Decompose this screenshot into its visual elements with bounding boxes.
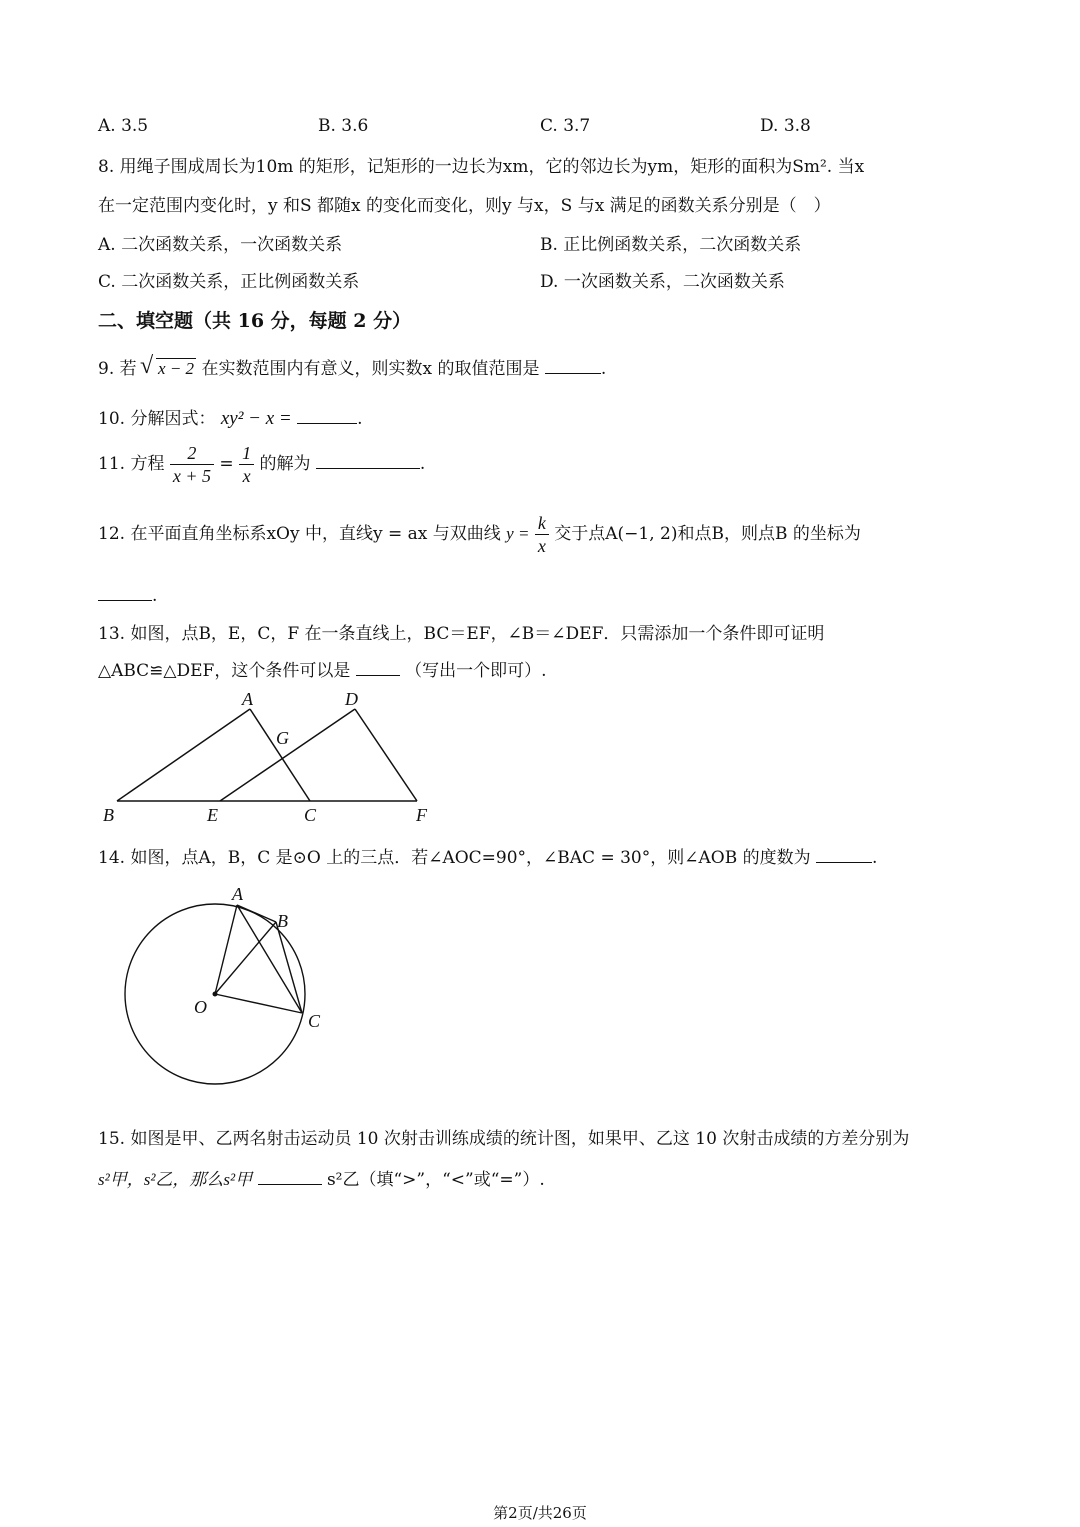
label-A: A — [242, 689, 253, 709]
answer-blank[interactable] — [356, 659, 400, 676]
answer-blank[interactable] — [98, 584, 152, 601]
q7-option-c: C. 3.7 — [540, 116, 591, 136]
numerator-k: k — [535, 512, 549, 535]
label-G: G — [276, 728, 289, 748]
q10-prefix: 10. 分解因式： — [98, 409, 216, 429]
answer-blank[interactable] — [545, 357, 601, 374]
q12-suffix: 交于点A(−1, 2)和点B，则点B 的坐标为 — [554, 524, 861, 544]
fraction-lhs — [170, 442, 214, 487]
q15-line2 — [98, 1165, 545, 1190]
q12-prefix: 12. 在平面直角坐标系xOy 中，直线y = ax 与双曲线 — [98, 524, 501, 544]
q15-line1: 15. 如图是甲、乙两名射击运动员 10 次射击训练成绩的统计图，如果甲、乙这 10 次射击成绩的方差分别为 — [98, 1129, 910, 1149]
triangles-figure — [95, 688, 440, 828]
q14-text: 14. 如图，点A，B，C 是⊙O 上的三点．若∠AOC=90°，∠BAC = 30°，则∠AOB 的度数为 — [98, 848, 811, 868]
rhs-numerator: 1 — [239, 442, 254, 465]
q13-line2 — [98, 656, 547, 681]
label-B: B — [277, 911, 288, 931]
period: . — [872, 848, 878, 868]
q11-suffix: 的解为 — [259, 454, 311, 474]
period: . — [357, 409, 363, 429]
label-F: F — [416, 805, 427, 825]
fraction-k-over-x — [535, 512, 549, 557]
question-9 — [98, 354, 606, 379]
answer-blank[interactable] — [297, 407, 357, 424]
section-title: 二、填空题（共 16 分，每题 2 分） — [98, 310, 412, 332]
denominator-x: x — [537, 536, 546, 556]
question-10 — [98, 404, 363, 430]
q15-line2-b: s²乙（填“>”，“<”或“=”）. — [326, 1170, 545, 1190]
label-C: C — [308, 1011, 321, 1031]
answer-blank[interactable] — [816, 846, 872, 863]
label-C: C — [304, 805, 317, 825]
label-O: O — [194, 997, 207, 1017]
period: . — [600, 359, 607, 379]
fraction-rhs — [239, 442, 254, 487]
answer-blank[interactable] — [316, 452, 420, 469]
period: . — [419, 454, 426, 474]
circle-figure — [112, 880, 342, 1095]
label-E: E — [207, 805, 218, 825]
q8-option-d: D. 一次函数关系，二次函数关系 — [540, 272, 785, 292]
q15-line2-a: s²甲，s²乙，那么s²甲 — [98, 1170, 253, 1189]
q7-option-b: B. 3.6 — [318, 116, 369, 136]
q13-line2-prefix: △ABC≌△DEF，这个条件可以是 — [98, 661, 351, 681]
q9-suffix: 在实数范围内有意义，则实数x 的取值范围是 — [201, 359, 540, 379]
question-11 — [98, 442, 425, 487]
q11-prefix: 11. 方程 — [98, 454, 165, 474]
q12-y-equals: y = — [506, 524, 530, 543]
q12-answer-line — [98, 584, 157, 606]
lhs-numerator: 2 — [170, 442, 214, 465]
question-14 — [98, 843, 877, 868]
q7-option-d: D. 3.8 — [760, 116, 811, 136]
rhs-denominator: x — [242, 466, 251, 486]
q9-radicand: x − 2 — [158, 359, 195, 378]
page-footer: 第2页/共26页 — [493, 1504, 587, 1522]
q9-prefix: 9. 若 — [98, 359, 137, 379]
question-12 — [98, 512, 861, 557]
label-A: A — [232, 884, 243, 904]
equals-sign: = — [219, 454, 234, 474]
q10-expression: xy² − x = — [220, 408, 292, 429]
q8-option-a: A. 二次函数关系，一次函数关系 — [98, 235, 343, 255]
q8-option-b: B. 正比例函数关系，二次函数关系 — [540, 235, 802, 255]
q13-line2-suffix: （写出一个即可）. — [405, 661, 547, 681]
q8-line2: 在一定范围内变化时，y 和S 都随x 的变化而变化，则y 与x，S 与x 满足的函数关系分别是（ ） — [98, 196, 831, 216]
q7-option-a: A. 3.5 — [98, 116, 149, 136]
lhs-denominator: x + 5 — [172, 466, 211, 486]
label-D: D — [345, 689, 358, 709]
label-B: B — [103, 805, 114, 825]
sqrt-expression — [142, 359, 196, 379]
q8-line1: 8. 用绳子围成周长为10m 的矩形，记矩形的一边长为xm，它的邻边长为ym，矩形的面积为Sm². 当x — [98, 157, 865, 177]
answer-blank[interactable] — [258, 1168, 322, 1185]
period: . — [152, 586, 158, 606]
q8-option-c: C. 二次函数关系，正比例函数关系 — [98, 272, 360, 292]
q13-line1: 13. 如图，点B，E，C，F 在一条直线上，BC＝EF，∠B＝∠DEF．只需添加一个条件即可证明 — [98, 624, 825, 644]
